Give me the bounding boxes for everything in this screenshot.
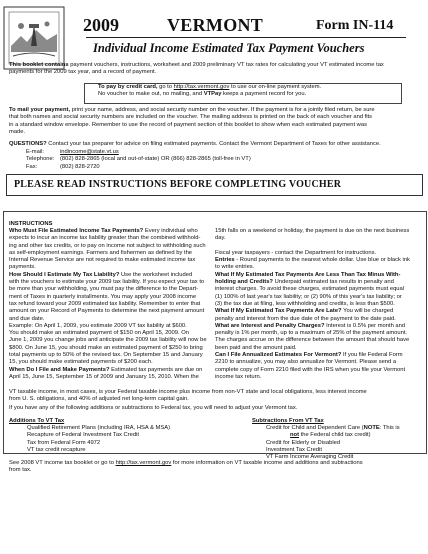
intro-line-2: payments for the 2009 tax year, and a record of payment. <box>9 69 157 76</box>
subtraction-item: Credit for Elderly or Disabled <box>266 439 341 446</box>
addition-item: VT tax credit recapture <box>27 446 86 453</box>
instruction-line: been paid and the amount paid. <box>215 344 297 351</box>
credit-card-text: To pay by credit card, go to http://tax.vermont.gov to use our on-line payment system. No voucher to make out, no mailing, and VTPay keeps a payment record for you. <box>98 84 322 98</box>
email-link[interactable]: indincome@state.vt.us <box>60 149 119 155</box>
header-rule <box>86 37 406 38</box>
instruction-line: penalty and interest from the due date of the payment to the date paid. <box>215 315 396 322</box>
instruction-line: Can I File Annualized Estimates For Vermont? If you file Federal Form <box>215 352 403 359</box>
form-year: 2009 <box>83 15 119 35</box>
instructions-right-column <box>215 228 420 381</box>
note-label: NOTE <box>363 425 380 431</box>
form-subtitle: Individual Income Estimated Tax Payment Vouchers <box>93 41 365 55</box>
instruction-line: ing and other tax credits, or to pay on income not subject to withholding such <box>9 242 206 249</box>
addition-item: Tax from Federal Form 4972 <box>27 439 101 446</box>
vtpay-label: VTPay <box>203 91 222 98</box>
instruction-line: 15th falls on a weekend or holiday, the payment is due on the next business <box>215 228 410 234</box>
instruction-line: June 1, 2009 you change jobs and anticipate the 2009 tax liability will now be <box>9 337 207 344</box>
telephone-value: (802) 828-2865 (local and out-of-state) OR (866) 828-2865 (toll-free in VT) <box>60 156 251 163</box>
instruction-line: be more than your withholding, you must pay the difference to the Depart- <box>9 286 199 293</box>
instruction-line: What If My Estimated Tax Payments Are Less Than Tax Minus With- <box>215 271 401 278</box>
questions-lead: QUESTIONS? <box>9 141 47 147</box>
taxable-income-paragraph: VT taxable income, in most cases, is your Federal taxable income plus income from non-VT state and local obligations, less interest income from U. S. obligations, and 40% of adjusted net long-term capital gain. <box>9 389 367 403</box>
instruction-line: ment of Taxes in quarterly installments. You may apply your 2008 income <box>9 293 197 300</box>
instruction-line: What If My Estimated Tax Payments Are Late? You will be charged <box>215 308 394 315</box>
instruction-line: $800. On June 15, you should make an estimated payment of $250 to bring <box>9 344 203 351</box>
instruction-line: total payments up to 50% of the revised tax. On September 15 and January <box>9 352 203 359</box>
subtractions-list: Credit for Child and Dependent Care (NOTE: This is not the Federal child tax credit) Credit for Elderly or Disabled Investment Tax Credit VT Farm Income Averaging Credit <box>266 425 400 461</box>
form-id: Form IN-114 <box>316 18 394 33</box>
instruction-line: Internal Revenue Service are not required to make estimated income tax <box>9 257 196 264</box>
additions-heading: Additions To VT Tax <box>9 418 65 424</box>
subtraction-item: Credit for Child and Dependent Care (NOTE: This is <box>266 425 400 431</box>
instruction-line: (1) 100% of last year's tax liability; or (2) 90% of this year's tax liability; or <box>215 293 402 300</box>
intro-paragraph <box>9 62 384 77</box>
instruction-line: tax refund toward your 2009 estimated tax liability. Remember to enter that <box>9 300 201 307</box>
instruction-line <box>215 243 420 250</box>
subtraction-item: VT Farm Income Averaging Credit <box>266 454 354 461</box>
subtractions-heading: Subtractions From VT Tax <box>252 418 324 424</box>
instruction-line: What are Interest and Penalty Charges? Interest is 0.5% per month and <box>215 322 406 329</box>
instruction-line: expects to incur an income tax liability greater than the combined withhold- <box>9 235 201 242</box>
instruction-line: interest charges. To avoid these charges, estimated payments must equal <box>215 286 405 293</box>
footer-paragraph: See 2008 VT income tax booklet or go to http://tax.vermont.gov for more information on VT taxable income and additions and subtractions from tax. <box>9 460 363 474</box>
instruction-line: (3) the tax due at filing, less withholding and credits, is less than $500. <box>215 300 395 307</box>
mail-lead: To mail your payment, <box>9 107 71 113</box>
instruction-line: complete copy of Form 2210 filed with the IRS when you file your Vermont <box>215 366 406 373</box>
footer-website-link[interactable]: http://tax.vermont.gov <box>115 460 172 466</box>
instruction-line: to write entries. <box>215 264 255 271</box>
subtraction-item: Investment Tax Credit <box>266 446 322 453</box>
instruction-line: with the vouchers to estimate your 2009 tax liability. If you expect your tax to <box>9 279 205 286</box>
instruction-line: The charges accrue on the difference between the amount that should have <box>215 337 410 344</box>
instruction-line: You should make an estimated payment of $150 on April 15, 2009. On <box>9 330 189 337</box>
read-instructions-banner: PLEASE READ INSTRUCTIONS BEFORE COMPLETING VOUCHER <box>6 174 423 196</box>
intro-line-1: payment vouchers, instructions, worksheet and 2009 preliminary VT tax rates for calculating your VT estimated income tax <box>68 62 384 68</box>
state-title: VERMONT <box>167 15 264 35</box>
instruction-line: Example: On April 1, 2009, you estimate 2009 VT tax liability at $600. <box>9 322 187 329</box>
instruction-line: When Do I File and Make Payments? Estimated tax payments are due on <box>9 366 203 373</box>
addition-item: Qualified Retirement Plans (including IRA, HSA & MSA) <box>27 425 171 431</box>
contact-labels <box>26 149 54 171</box>
instruction-line: and due date. <box>9 315 45 322</box>
instruction-line: How Should I Estimate My Tax Liability? Use the worksheet included <box>9 271 193 278</box>
vermont-seal-logo <box>3 6 65 70</box>
instruction-line: amount on your Record of Payments to determine the next payment amount <box>9 308 205 315</box>
additions-list <box>27 425 170 454</box>
mail-paragraph: To mail your payment, print your name, address, and social security number on the voucher. If the payment is for a jointly filed return, be sure that both names and social security numbers are included on the voucher. The mailing address is printed on the back of each voucher and fits in a standard window envelope. Remember to use the record of payment section of this booklet to show when each estimated payment was made. <box>9 107 375 135</box>
instruction-line: payments. <box>9 264 36 271</box>
instruction-line: holding and Credits? Underpaid estimated tax results in penalty and <box>215 279 394 286</box>
questions-paragraph: QUESTIONS? Contact your tax preparer for advice on filing estimated payments. Contact the Vermont Department of Taxes for other assistance. <box>9 141 381 147</box>
instructions-left-column <box>9 228 211 381</box>
instruction-line: as self-employment earnings. Farmers and fishermen as defined by the <box>9 249 193 256</box>
instruction-line: 2210 to annualize, you may also annualize for Vermont. Please send a <box>215 359 397 366</box>
email-label: E-mail: <box>26 149 45 155</box>
instruction-line: income tax return. <box>215 373 262 380</box>
fax-label: Fax: <box>26 163 38 170</box>
form-header <box>0 14 428 66</box>
telephone-label: Telephone: <box>26 156 55 163</box>
instructions-heading: INSTRUCTIONS <box>9 221 53 227</box>
contact-values <box>60 149 251 171</box>
addition-item: Recapture of Federal Investment Tax Credit <box>27 432 140 439</box>
instruction-line: Who Must File Estimated Income Tax Payments? Every individual who <box>9 228 198 234</box>
intro-lead: This booklet contains <box>9 62 69 68</box>
fax-value: (802) 828-2720 <box>60 163 100 170</box>
instruction-line: 15, you should make estimated payments of $200 each. <box>9 359 153 366</box>
instruction-line: day. <box>215 235 226 242</box>
credit-card-lead: To pay by credit card, <box>98 84 158 90</box>
adjust-note: If you have any of the following additions or subtractions to Federal tax, you will need to adjust your Vermont tax. <box>9 405 298 411</box>
instruction-line: April 15, June 15, September 15 of 2009 and January 15, 2010. When the <box>9 373 199 380</box>
instruction-line: Entries - Round payments to the nearest whole dollar. Use blue or black ink <box>215 257 410 264</box>
tax-website-link[interactable]: http://tax.vermont.gov <box>173 84 230 90</box>
instruction-line: penalty is 1% per month, up to a maximum of 25% of the payment amount. <box>215 330 408 337</box>
instruction-line: Fiscal year taxpayers - contact the Department for instructions. <box>215 249 377 256</box>
